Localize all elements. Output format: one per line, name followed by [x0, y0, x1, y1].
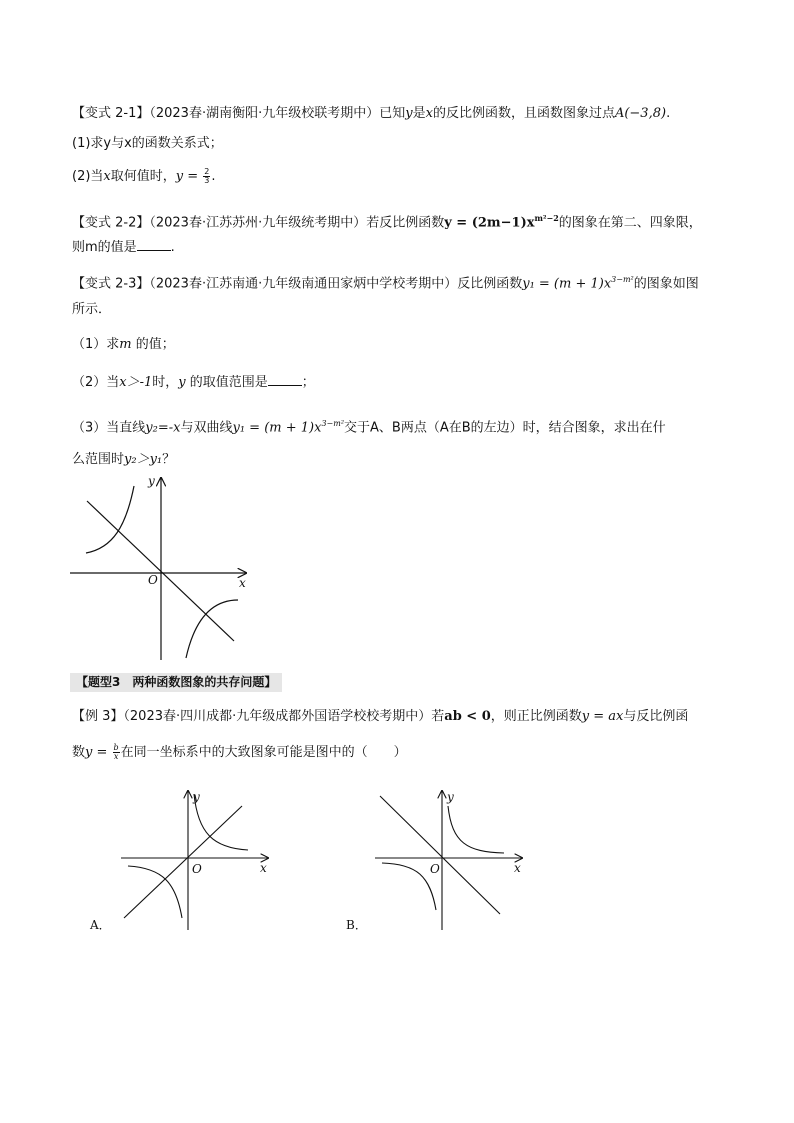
axis-x-label: x	[514, 861, 521, 875]
axis-x-label: x	[260, 861, 267, 875]
fraction: $\frac{2}{3}$	[204, 167, 210, 185]
option-b-graph	[372, 788, 532, 933]
hyperbola-branch-1	[194, 794, 248, 850]
v21-q1: (1)求y与x的函数关系式；	[72, 136, 223, 151]
v23-q2: （2）当x＞-1时，y 的取值范围是 ；	[72, 375, 315, 390]
v23-q3-line2: 么范围时y₂＞y₁？	[72, 452, 176, 467]
option-a-graph	[118, 788, 278, 933]
v21-line1: 【变式 2-1】（2023春·湖南衡阳·九年级校联考期中）已知y是x的反比例函数，且函数图象过点A(−3,8).	[72, 106, 671, 121]
answer-blank	[268, 373, 302, 386]
ex3-line1: 【例 3】（2023春·四川成都·九年级成都外国语学校校考期中）若ab < 0，则正比例函数y = ax与反比例函	[72, 709, 689, 724]
hyperbola-branch-3	[382, 863, 436, 910]
hyperbola-branch-3	[128, 866, 182, 918]
option-b-label: B．	[346, 918, 367, 932]
hyperbola-graph	[68, 474, 268, 664]
point-a: A(−3,8)	[614, 106, 667, 121]
origin-label: O	[430, 862, 440, 876]
answer-blank	[137, 238, 171, 251]
origin-label: O	[148, 573, 158, 587]
hyperbola-branch-4	[186, 600, 238, 658]
axis-y-label: y	[193, 790, 200, 804]
option-a-label: A．	[90, 918, 111, 932]
v22-line1: 【变式 2-2】（2023春·江苏苏州·九年级统考期中）若反比例函数$y = (2m-1)x^{m^2-2}$的图象在第二、四象限，	[72, 213, 702, 231]
axis-x-label: x	[239, 576, 246, 590]
v22-line2: 则m的值是 .	[72, 240, 175, 255]
fraction: $\frac{b}{x}$	[113, 743, 119, 761]
v23-q3: （3）当直线y₂=-x与双曲线$y_1 = (m + 1)x^{3-m^2}$交于A、B两点（A在B的左边）时，结合图象，求出在什	[72, 419, 666, 436]
line-ax	[380, 796, 500, 914]
hyperbola-branch-1	[448, 806, 504, 853]
origin-label: O	[192, 862, 202, 876]
axis-y-label: y	[447, 790, 454, 804]
v23-line1: 【变式 2-3】（2023春·江苏南通·九年级南通田家炳中学校考期中）反比例函数$y_1 = (m + 1)x^{3-m^2}$的图象如图	[72, 275, 699, 292]
line-ax	[124, 806, 242, 918]
hyperbola-branch-2	[86, 486, 134, 553]
ex3-line2: 数y = $\frac{b}{x}$ 在同一坐标系中的大致图象可能是图中的（ ）	[72, 743, 407, 761]
section-tag: 【题型3 两种函数图象的共存问题】	[70, 673, 282, 692]
v21-q2: (2)当x取何值时，y = $\frac{2}{3}$ .	[72, 167, 216, 185]
v23-q1: （1）求m 的值；	[72, 337, 175, 352]
v23-line2: 所示．	[72, 302, 112, 317]
axis-y-label: y	[148, 474, 155, 488]
